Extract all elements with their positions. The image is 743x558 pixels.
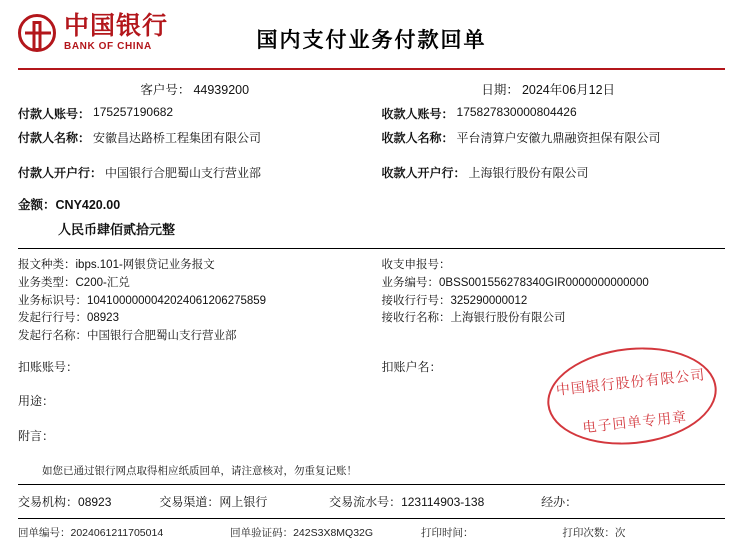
transaction-serial-value: 123114903-138 [401, 495, 485, 510]
remark-label: 附言： [18, 428, 55, 443]
footer-primary [18, 484, 725, 510]
payer-bank-value: 中国银行合肥蜀山支行营业部 [105, 166, 262, 180]
customer-no-field [18, 80, 372, 98]
originating-bank-name-field [18, 328, 372, 346]
print-count-field [562, 525, 725, 540]
receiving-bank-name-field [382, 310, 726, 328]
transaction-org-label: 交易机构： [18, 495, 79, 510]
account-row [18, 105, 725, 122]
amount-value: CNY420.00 [55, 198, 121, 212]
amount-block [18, 195, 725, 238]
name-row [18, 129, 725, 146]
notice-text: 如您已通过银行网点取得相应纸质回单，请注意核对，勿重复记账！ [42, 465, 357, 478]
receiving-bank-name-value: 上海银行股份有限公司 [450, 312, 566, 325]
page-title: 国内支付业务付款回单 [256, 28, 487, 52]
customer-no-label: 客户号： [140, 83, 191, 97]
originating-bank-no-field [18, 310, 372, 328]
top-info-row [18, 80, 725, 98]
business-no-field [382, 275, 726, 293]
business-type-value: C200-汇兑 [75, 276, 130, 289]
remark-field [18, 429, 372, 443]
payer-name-field [18, 129, 372, 146]
amount-label: 金额： [18, 198, 56, 212]
payer-name-label: 付款人名称： [18, 131, 91, 145]
payee-account-label: 收款人账号： [381, 107, 454, 121]
amount-in-words: 人民币肆佰贰拾元整 [58, 222, 176, 237]
detail-left-column [18, 257, 372, 346]
payee-name-field [372, 129, 726, 146]
transaction-channel-label: 交易渠道： [159, 495, 220, 510]
transaction-channel-field [159, 493, 329, 510]
originating-bank-no-label: 发起行行号： [18, 312, 87, 325]
payer-bank-field [18, 164, 372, 181]
receiving-bank-no-field [382, 293, 726, 311]
transaction-channel-value: 网上银行 [219, 495, 268, 510]
print-time-field [421, 525, 562, 540]
verify-code-value: 242S3X8MQ32G [293, 527, 374, 540]
debit-name-label: 扣账户名： [381, 360, 442, 375]
transaction-serial-label: 交易流水号： [329, 495, 402, 510]
originating-bank-name-value: 中国银行合肥蜀山支行营业部 [87, 330, 237, 343]
receiving-bank-no-value: 325290000012 [450, 294, 528, 307]
receipt-no-label: 回单编号： [18, 527, 71, 540]
payee-bank-label: 收款人开户行： [381, 166, 466, 180]
message-type-value: ibps.101-网银贷记业务报文 [75, 259, 215, 271]
date-value: 2024年06月12日 [521, 83, 616, 97]
receipt-body [18, 80, 725, 478]
date-field [372, 80, 726, 98]
receipt-no-field [18, 525, 230, 540]
operator-field [541, 493, 725, 510]
payer-account-label: 付款人账号： [18, 107, 91, 121]
customer-no-value: 44939200 [193, 83, 250, 97]
print-time-label: 打印时间： [420, 527, 474, 540]
message-type-label: 报文种类： [18, 259, 76, 271]
receiving-bank-no-label: 接收行行号： [381, 294, 451, 307]
print-count-label: 打印次数： [562, 527, 615, 540]
purpose-label: 用途： [18, 394, 55, 409]
business-id-field [18, 293, 372, 311]
operator-label: 经办： [541, 495, 578, 510]
purpose-field [18, 394, 372, 408]
bank-name-cn: 中国银行 [64, 13, 169, 40]
payer-bank-label: 付款人开户行： [18, 166, 103, 180]
debit-account-label: 扣账账号： [18, 360, 79, 375]
verify-code-label: 回单验证码： [230, 527, 294, 540]
payee-name-value: 平台清算户安徽九鼎融资担保有限公司 [456, 131, 661, 145]
date-label: 日期： [481, 83, 519, 97]
receipt-header [18, 10, 725, 70]
detail-section [18, 257, 725, 346]
payee-bank-value: 上海银行股份有限公司 [468, 166, 589, 180]
business-no-label: 业务编号： [381, 276, 439, 289]
verify-code-field [230, 525, 421, 540]
declaration-no-label: 收支申报号： [381, 259, 451, 271]
payer-account-value: 175257190682 [93, 105, 174, 119]
business-type-label: 业务类型： [18, 276, 76, 289]
receipt-no-value: 2024061211705014 [70, 527, 164, 540]
originating-bank-no-value: 08923 [87, 312, 119, 325]
message-type-field [18, 257, 372, 275]
print-count-value: 次 [614, 527, 626, 540]
receiving-bank-name-label: 接收行名称： [381, 312, 451, 325]
payer-account-field [18, 105, 372, 122]
payee-account-field [372, 105, 726, 122]
transaction-org-value: 08923 [78, 495, 112, 510]
payer-name-value: 安徽昌达路桥工程集团有限公司 [93, 131, 262, 145]
seal-line-1: 中国银行股份有限公司 [555, 368, 707, 399]
originating-bank-name-label: 发起行名称： [18, 330, 87, 343]
amount-field [18, 195, 725, 213]
bank-row [18, 164, 725, 181]
business-type-field [18, 275, 372, 293]
transaction-org-field [18, 493, 159, 510]
payee-bank-field [372, 164, 726, 181]
declaration-no-field [382, 257, 726, 275]
seal-line-2: 电子回单专用章 [581, 410, 688, 437]
business-id-value: 1041000000042024061206275859 [87, 294, 267, 307]
debit-account-field [18, 360, 372, 374]
business-id-label: 业务标识号： [18, 294, 87, 307]
detail-right-column [372, 257, 726, 346]
divider-1 [18, 248, 725, 249]
payee-name-label: 收款人名称： [381, 131, 454, 145]
footer-secondary [18, 518, 725, 540]
business-no-value: 0BSS001556278340GIR0000000000000 [439, 276, 649, 289]
bank-name-en: BANK OF CHINA [64, 41, 152, 52]
payee-account-value: 175827830000804426 [456, 105, 577, 119]
transaction-serial-field [329, 493, 541, 510]
